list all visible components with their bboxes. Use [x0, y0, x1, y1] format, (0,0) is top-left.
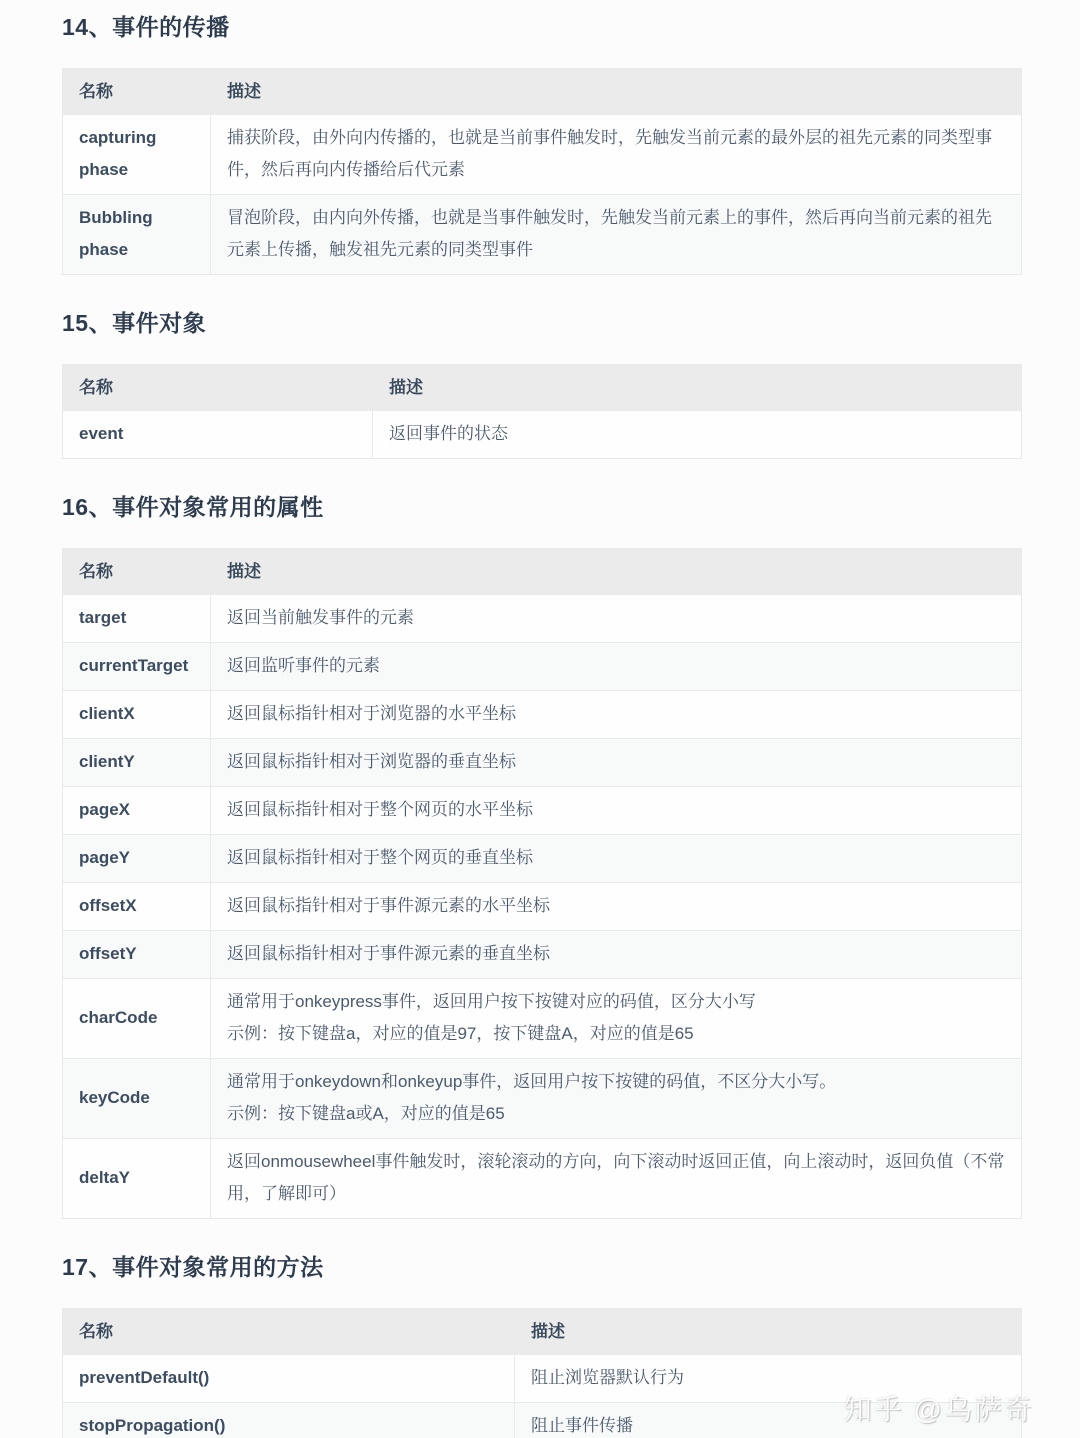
name-cell: pageY: [63, 835, 211, 883]
table-row: [63, 595, 1022, 643]
section-heading-event-object: 15、事件对象: [62, 310, 207, 336]
name-cell: target: [63, 595, 211, 643]
table-row: [63, 1403, 1022, 1438]
section-heading-event-propagation: 14、事件的传播: [62, 14, 230, 40]
column-header-desc: 描述: [515, 1309, 1022, 1355]
event-object-table: [62, 364, 1022, 459]
event-properties-table: [62, 548, 1022, 1219]
table-row: [63, 643, 1022, 691]
table-row: [63, 739, 1022, 787]
table-row: [63, 115, 1022, 195]
desc-cell: 返回鼠标指针相对于整个网页的垂直坐标: [211, 835, 1022, 883]
desc-line-1: 通常用于onkeydown和onkeyup事件，返回用户按下按键的码值，不区分大小写。: [227, 1072, 837, 1091]
name-cell: Bubbling phase: [63, 195, 211, 275]
name-cell: charCode: [63, 979, 211, 1059]
article-page: [0, 12, 1080, 1438]
desc-cell: 捕获阶段，由外向内传播的，也就是当前事件触发时，先触发当前元素的最外层的祖先元素的同类型事件，然后再向内传播给后代元素: [211, 115, 1022, 195]
table-row: [63, 195, 1022, 275]
table-row: [63, 835, 1022, 883]
table-row: [63, 979, 1022, 1059]
desc-cell: 返回onmousewheel事件触发时，滚轮滚动的方向，向下滚动时返回正值，向上滚动时，返回负值（不常用，了解即可）: [211, 1139, 1022, 1219]
table-row: [63, 1059, 1022, 1139]
desc-cell: 返回事件的状态: [373, 411, 1022, 459]
section-heading-event-methods: 17、事件对象常用的方法: [62, 1254, 324, 1280]
name-cell: deltaY: [79, 1168, 131, 1187]
column-header-name: 名称: [63, 1309, 515, 1355]
desc-cell: 返回鼠标指针相对于事件源元素的水平坐标: [211, 883, 1022, 931]
event-methods-table: [62, 1308, 1022, 1438]
desc-cell: 返回当前触发事件的元素: [211, 595, 1022, 643]
name-cell: currentTarget: [63, 643, 211, 691]
name-cell: keyCode: [63, 1059, 211, 1139]
zhihu-watermark: 知乎 @乌萨奇: [843, 1394, 1034, 1425]
table-row: [63, 411, 1022, 459]
table-header-row: [63, 549, 1022, 595]
desc-cell: 返回鼠标指针相对于事件源元素的垂直坐标: [211, 931, 1022, 979]
name-cell: offsetX: [63, 883, 211, 931]
desc-cell: 返回鼠标指针相对于浏览器的水平坐标: [211, 691, 1022, 739]
desc-cell: 返回监听事件的元素: [211, 643, 1022, 691]
table-row: [63, 691, 1022, 739]
desc-line-2: 示例：按下键盘a或A，对应的值是65: [227, 1104, 505, 1123]
table-header-row: [63, 365, 1022, 411]
table-row: [63, 1355, 1022, 1403]
desc-line-1: 通常用于onkeypress事件，返回用户按下按键对应的码值，区分大小写: [227, 992, 756, 1011]
document-body: [0, 12, 1080, 1438]
table-header-row: [63, 1309, 1022, 1355]
desc-line-2: 示例：按下键盘a，对应的值是97，按下键盘A，对应的值是65: [227, 1024, 694, 1043]
table-row: [63, 787, 1022, 835]
table-row: [63, 931, 1022, 979]
table-row: [63, 1139, 1022, 1219]
name-cell: clientX: [63, 691, 211, 739]
desc-cell: [211, 1059, 1022, 1139]
column-header-desc: 描述: [211, 549, 1022, 595]
column-header-name: 名称: [63, 365, 373, 411]
name-cell: capturing phase: [63, 115, 211, 195]
column-header-name: 名称: [63, 69, 211, 115]
column-header-name: 名称: [63, 549, 211, 595]
name-cell: pageX: [63, 787, 211, 835]
table-header-row: [63, 69, 1022, 115]
name-cell: preventDefault(): [63, 1355, 515, 1403]
event-propagation-table: [62, 68, 1022, 275]
desc-cell: 阻止浏览器默认行为: [515, 1355, 1022, 1403]
name-cell: offsetY: [63, 931, 211, 979]
table-row: [63, 883, 1022, 931]
name-cell: stopPropagation(): [63, 1403, 515, 1438]
desc-cell: 阻止事件传播: [515, 1403, 1022, 1438]
desc-cell: 冒泡阶段，由内向外传播，也就是当事件触发时，先触发当前元素上的事件，然后再向当前元素的祖先元素上传播，触发祖先元素的同类型事件: [211, 195, 1022, 275]
column-header-desc: 描述: [211, 69, 1022, 115]
desc-cell: [211, 979, 1022, 1059]
desc-cell: 返回鼠标指针相对于整个网页的水平坐标: [211, 787, 1022, 835]
section-heading-event-properties: 16、事件对象常用的属性: [62, 494, 324, 520]
desc-cell: 返回鼠标指针相对于浏览器的垂直坐标: [211, 739, 1022, 787]
column-header-desc: 描述: [373, 365, 1022, 411]
name-cell: event: [79, 424, 124, 443]
name-cell: clientY: [63, 739, 211, 787]
